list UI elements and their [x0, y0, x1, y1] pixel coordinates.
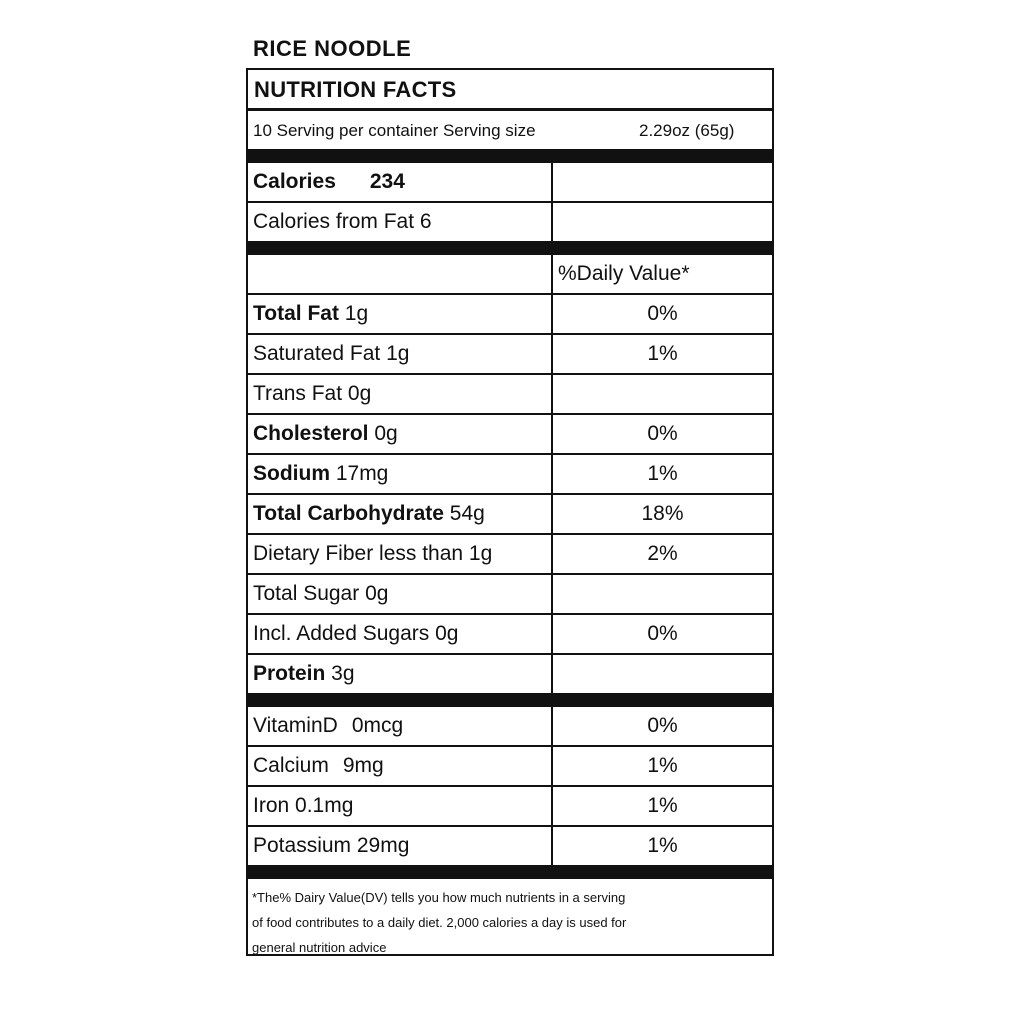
dv-header-row: [248, 255, 772, 295]
nutrient-row: [248, 535, 772, 575]
thick-divider: [248, 241, 772, 255]
vitamin-amount: 0mcg: [351, 714, 404, 737]
nutrient-name: Saturated Fat: [253, 342, 381, 365]
thick-divider: [248, 693, 772, 707]
nutrient-amount: 0g: [429, 622, 459, 645]
nutrient-name: Total Carbohydrate: [253, 502, 444, 525]
vitamin-name: Calcium: [253, 754, 329, 777]
serving-size: 2.29oz (65g): [639, 121, 735, 140]
nutrient-name: Total Fat: [253, 302, 339, 325]
vitamin-name: VitaminD: [253, 714, 338, 737]
nutrient-dv: 1%: [647, 342, 678, 365]
nutrient-amount: 17mg: [330, 462, 389, 485]
calories-from-fat-row: [248, 203, 772, 241]
nutrient-row: [248, 415, 772, 455]
vitamin-dv: 1%: [647, 754, 678, 777]
nutrient-dv: [553, 375, 772, 413]
vitamin-rows: [248, 707, 772, 865]
nutrient-row: [248, 495, 772, 535]
product-name: RICE NOODLE: [253, 36, 412, 61]
nutrient-row: [248, 615, 772, 655]
nutrient-amount: 0g: [359, 582, 389, 605]
nutrient-dv: [553, 655, 772, 693]
footnote-line: of food contributes to a daily diet. 2,000 calories a day is used for: [252, 915, 627, 930]
nutrient-row: [248, 655, 772, 693]
nutrition-label: [246, 68, 774, 956]
footnote-line: general nutrition advice: [252, 940, 387, 955]
vitamin-amount: 29mg: [351, 834, 410, 857]
nutrient-rows: [248, 295, 772, 693]
nutrient-row: [248, 455, 772, 495]
nutrient-dv: 0%: [647, 622, 678, 645]
nutrient-row: [248, 335, 772, 375]
nutrient-row: [248, 375, 772, 415]
nutrient-amount: 3g: [325, 662, 355, 685]
calories-value: 234: [369, 170, 405, 193]
nutrient-name: Sodium: [253, 462, 330, 485]
vitamin-row: [248, 707, 772, 747]
calories-label: Calories: [253, 170, 336, 193]
vitamin-name: Potassium: [253, 834, 352, 857]
nutrient-name: Trans Fat: [253, 382, 343, 405]
nutrient-name: Incl. Added Sugars: [253, 622, 430, 645]
nutrient-row: [248, 295, 772, 335]
label-header: NUTRITION FACTS: [248, 70, 772, 111]
vitamin-amount: 0.1mg: [289, 794, 354, 817]
vitamin-dv: 0%: [647, 714, 678, 737]
vitamin-amount: 9mg: [342, 754, 384, 777]
nutrient-row: [248, 575, 772, 615]
servings-per-container: 10 Serving per container Serving size: [253, 121, 536, 140]
daily-value-header: %Daily Value*: [558, 262, 690, 285]
thick-divider: [248, 865, 772, 879]
nutrient-dv: 2%: [647, 542, 678, 565]
vitamin-dv: 1%: [647, 794, 678, 817]
footnote-line: *The% Dairy Value(DV) tells you how much nutrients in a serving: [252, 890, 626, 905]
nutrient-amount: 1g: [463, 542, 493, 565]
nutrient-dv: 0%: [647, 422, 678, 445]
nutrient-name: Dietary Fiber less than: [253, 542, 464, 565]
nutrient-name: Protein: [253, 662, 326, 685]
nutrient-dv: 0%: [647, 302, 678, 325]
vitamin-row: [248, 787, 772, 827]
vitamin-name: Iron: [253, 794, 290, 817]
nutrient-dv: 1%: [647, 462, 678, 485]
vitamin-row: [248, 747, 772, 787]
nutrient-amount: 54g: [443, 502, 485, 525]
nutrient-dv: 18%: [641, 502, 684, 525]
nutrient-amount: 0g: [368, 422, 398, 445]
vitamin-row: [248, 827, 772, 865]
serving-info: [248, 111, 772, 149]
calories-row: [248, 163, 772, 203]
nutrient-name: Total Sugar: [253, 582, 360, 605]
calories-from-fat: Calories from Fat 6: [248, 203, 553, 241]
footnote: [248, 879, 772, 960]
vitamin-dv: 1%: [647, 834, 678, 857]
nutrient-amount: 1g: [338, 302, 369, 325]
nutrient-amount: 1g: [380, 342, 410, 365]
nutrient-name: Cholesterol: [253, 422, 369, 445]
thick-divider: [248, 149, 772, 163]
nutrient-dv: [553, 575, 772, 613]
nutrient-amount: 0g: [342, 382, 372, 405]
